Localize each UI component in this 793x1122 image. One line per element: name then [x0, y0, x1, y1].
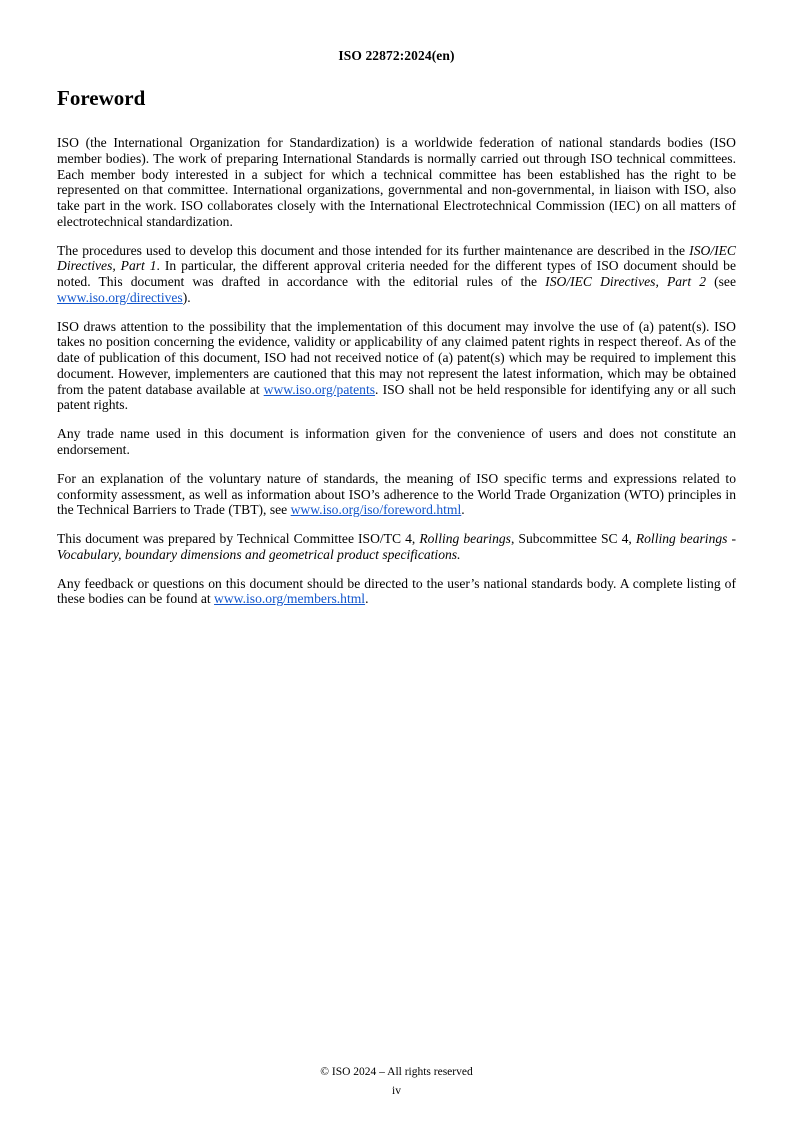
paragraph-text: ).: [182, 289, 191, 305]
paragraph-patents: [57, 319, 736, 414]
paragraph-text: This document was prepared by Technical Committee ISO/TC 4,: [57, 531, 420, 547]
section-title: Foreword: [57, 86, 146, 110]
paragraph-iso-federation: [57, 135, 736, 230]
copyright-notice: © ISO 2024 – All rights reserved: [320, 1066, 473, 1079]
paragraph-text: The procedures used to develop this document and those intended for its further maintenance are described in the: [57, 242, 690, 258]
paragraph-text: ISO (the International Organization for Standardization) is a worldwide federation of national standards bodies (ISO member bodies). The work of preparing International Standards is normally carried out through ISO technical committees. Each member body interested in a subject for which a technical committee has been established has the right to be represented on that committee. International organizations, governmental and non-governmental, in liaison with ISO, also take part in the work. ISO collaborates closely with the International Electrotechnical Commission (IEC) on all matters of electrotechnical standardization.: [57, 135, 736, 229]
paragraph-text: Any feedback or questions on this document should be directed to the user’s national standards body. A complete listing of these bodies can be found at: [57, 575, 736, 607]
page-number: iv: [392, 1084, 401, 1097]
directives-link[interactable]: www.iso.org/directives: [57, 289, 183, 305]
paragraph-text: , Subcommittee SC 4,: [510, 531, 636, 547]
directives-part2-reference: ISO/IEC Directives, Part 2: [545, 274, 707, 290]
paragraph-text: . In particular, the different approval criteria needed for the different types of ISO document should be noted. This document was drafted in accordance with the editorial rules of the: [57, 258, 736, 290]
foreword-section: [57, 86, 736, 607]
members-link[interactable]: www.iso.org/members.html: [214, 591, 366, 607]
paragraph-text: Any trade name used in this document is information given for the convenience of users and does not constitute an endorsement.: [57, 426, 736, 458]
paragraph-text: For an explanation of the voluntary nature of standards, the meaning of ISO specific terms and expressions related to conformity assessment, as well as information about ISO’s adherence to the World Trade Organization (WTO) principles in the Technical Barriers to Trade (TBT), see: [57, 470, 736, 518]
subcommittee-name: Rolling bearings - Vocabulary, boundary dimensions and geometrical product specifications.: [57, 531, 737, 562]
paragraph-text: .: [461, 502, 465, 518]
technical-committee-name: Rolling bearings: [419, 531, 511, 547]
document-footer: [0, 1065, 793, 1098]
paragraph-voluntary-nature: [57, 471, 736, 518]
paragraph-text: ISO draws attention to the possibility that the implementation of this document may involve the use of (a) patent(s). ISO takes no position concerning the evidence, validity or applicability of any claimed patent rights in respect thereof. As of the date of publication of this document, ISO had not received notice of (a) patent(s) which may be required to implement this document. However, implementers are cautioned that this may not represent the latest information, which may be obtained from the patent database available at: [57, 318, 736, 397]
paragraph-text: (see: [706, 274, 736, 290]
paragraph-procedures: [57, 243, 736, 306]
directives-part1-reference: ISO/IEC Directives, Part 1: [57, 242, 736, 274]
foreword-info-link[interactable]: www.iso.org/iso/foreword.html: [290, 502, 462, 518]
paragraph-text: . ISO shall not be held responsible for identifying any or all such patent rights.: [57, 381, 736, 413]
paragraph-trade-name: [57, 426, 736, 458]
patents-link[interactable]: www.iso.org/patents: [263, 381, 376, 397]
paragraph-committee: [57, 531, 736, 563]
paragraph-text: .: [365, 591, 369, 607]
document-reference: ISO 22872:2024(en): [338, 48, 455, 63]
document-header: [0, 48, 793, 64]
paragraph-feedback: [57, 576, 736, 608]
